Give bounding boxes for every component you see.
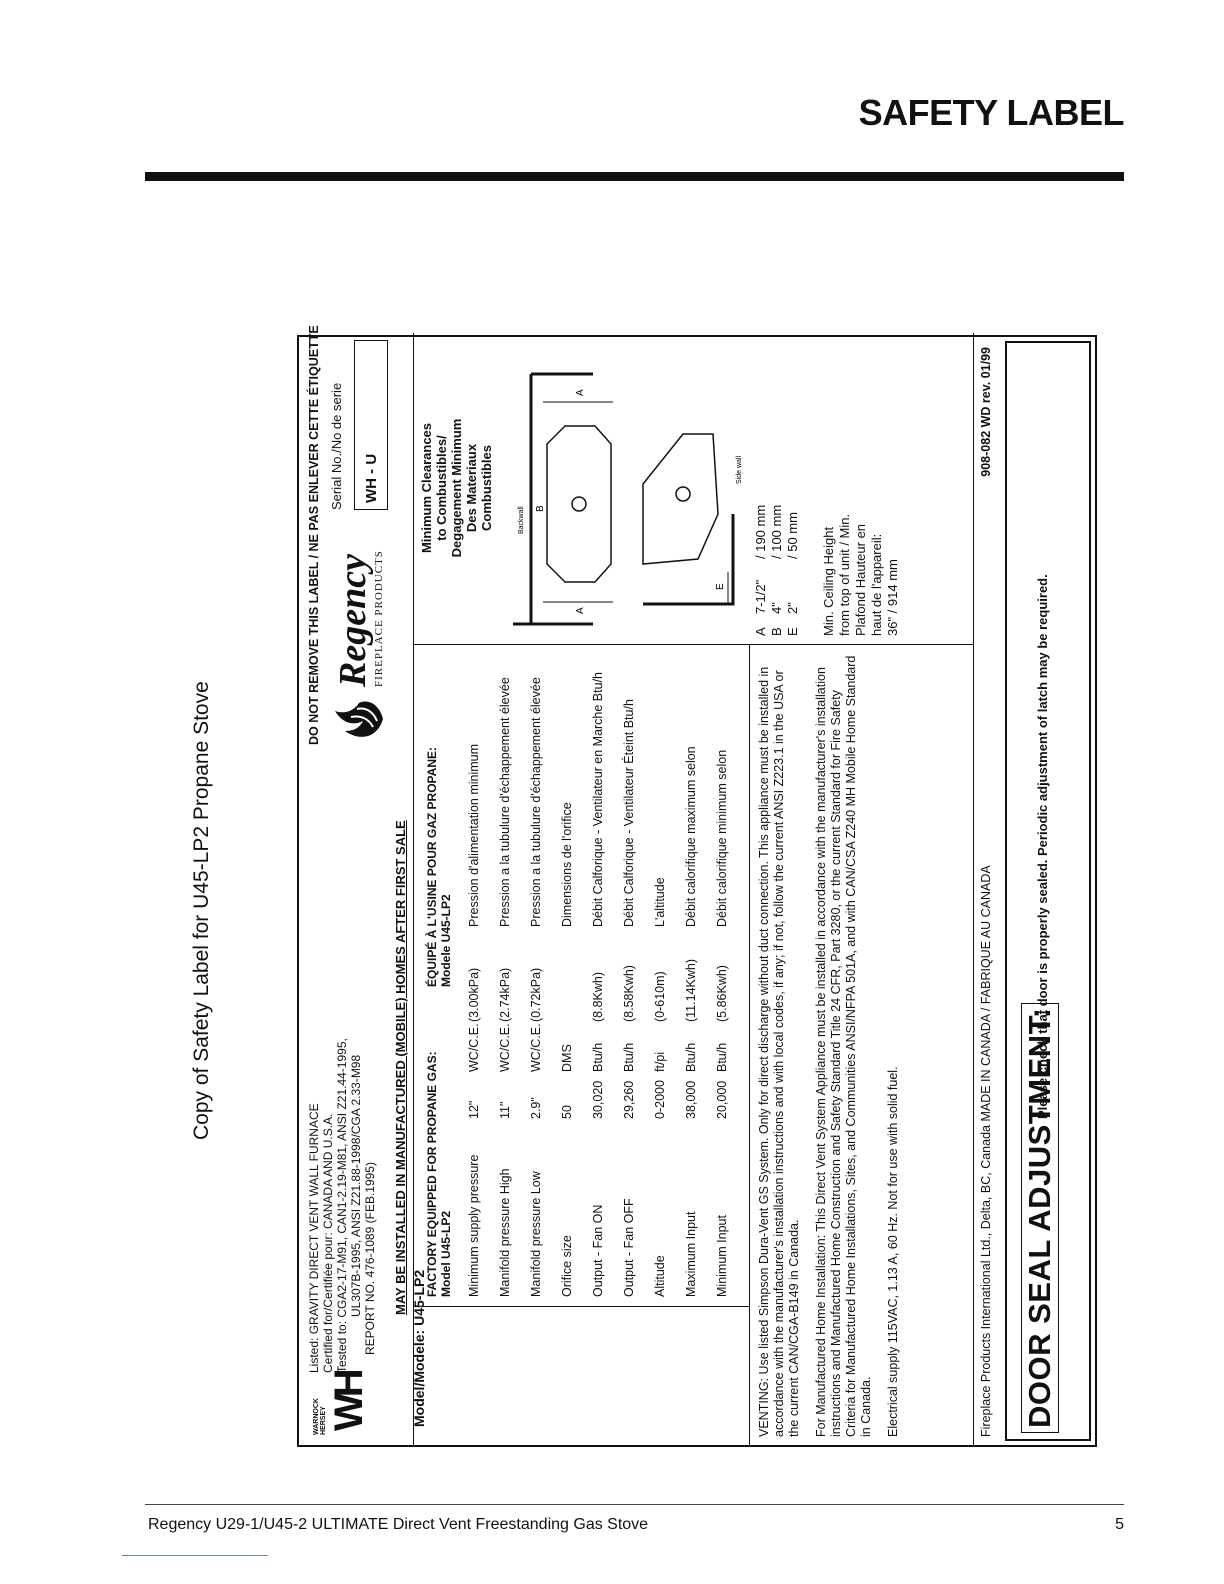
- divider: [413, 1306, 749, 1307]
- safety-label: [297, 325, 1097, 1447]
- door-seal-title: DOOR SEAL ADJUSTMENT:: [1021, 1003, 1059, 1433]
- spec-french: L'altitude: [653, 877, 667, 927]
- electrical-text: Electrical supply 115VAC, 1.13 A, 60 Hz. Not for use with solid fuel.: [886, 1066, 900, 1437]
- clearance-row: B4"/ 100 mm: [769, 504, 784, 636]
- page-title: SAFETY LABEL: [858, 92, 1124, 133]
- manufactured-home-text: For Manufactured Home Installation: This Direct Vent System Appliance must be installed in accordance with the manufacturer's installation instructions and Manufactured Home Construction and Safety Standard Title 24 CFR, Part 3280, or the current Standard for Fire Safety Criteria for Manufactured Home Installations, Sites, and Communities ANSI/NFPA 501A, and with CAN/CSA Z240 MH Mobile Home Standard in Canada.: [814, 655, 873, 1437]
- spec-french: Pression d'alimentation minimum: [467, 743, 481, 927]
- do-not-remove-notice: DO NOT REMOVE THIS LABEL / NE PAS ENLEVER CETTE ÉTIQUETTE: [307, 325, 321, 745]
- regency-name: Regency: [332, 554, 374, 687]
- spec-metric: (2.74kPa): [498, 967, 512, 1022]
- wh-mark-icon: WH: [327, 1372, 371, 1431]
- clearance-row: E2"/ 50 mm: [785, 512, 800, 636]
- clearances-title-line: Minimum Clearances: [419, 422, 434, 554]
- spec-metric: (5.86Kwh): [715, 965, 729, 1022]
- spec-heading-line: Model U45-LP2: [439, 1210, 453, 1297]
- clearance-diagram: [503, 344, 743, 634]
- spec-name: Output - Fan ON: [591, 1204, 605, 1297]
- spec-unit: WC/C.E.: [529, 1023, 543, 1072]
- serial-number-box: WH - U: [354, 340, 388, 510]
- divider: [973, 333, 974, 1445]
- spec-unit: Btu/h: [591, 1042, 605, 1072]
- ceiling-line: 36" / 914 mm: [885, 559, 900, 636]
- ceiling-line: haut de l'appareil:: [869, 533, 884, 636]
- spec-heading-line: Modele U45-LP2: [439, 894, 453, 987]
- installation-notes: [757, 652, 913, 1437]
- warnock-hersey-text: WARNOCK HERSEY: [313, 1398, 327, 1435]
- spec-french: Débit calorifique maximum selon: [684, 746, 698, 927]
- clearances-title-line: Des Materiaux: [464, 443, 479, 533]
- spec-metric: (3.00kPa): [467, 967, 481, 1022]
- clearance-row: A7-1/2"/ 190 mm: [753, 504, 768, 636]
- clearance-values: [753, 505, 801, 636]
- spec-value: 20,000: [715, 1080, 729, 1119]
- spec-value: 12": [467, 1100, 481, 1119]
- spec-heading-fr: [425, 747, 453, 987]
- spec-french: Pression a la tubulure d'échappement élevée: [498, 677, 512, 927]
- spec-name: Output - Fan OFF: [622, 1198, 636, 1297]
- regency-subtitle: FIREPLACE PRODUCTS: [373, 550, 385, 687]
- spec-unit: DMS: [560, 1044, 574, 1072]
- venting-text: VENTING: Use listed Simpson Dura-Vent GS System. Only for direct discharge without duct connection. This appliance must be installed in accordance with the manufacturer's installation instructions and with local codes, if any; if not, follow the current ANSI Z223.1 in the USA or the current CAN/CGA-B149 in Canada.: [757, 666, 801, 1437]
- flame-icon: [333, 693, 385, 745]
- diagram-label-a2: A: [575, 389, 586, 396]
- clearances-title-line: Combustibles: [479, 445, 494, 531]
- back-wall-line: [513, 374, 531, 624]
- spec-metric: (8.8Kwh): [591, 971, 605, 1022]
- mobile-home-notice: MAY BE INSTALLED IN MANUFACTURED (MOBILE) HOMES AFTER FIRST SALE: [393, 820, 408, 1315]
- spec-unit: Btu/h: [622, 1042, 636, 1072]
- clearances-title: [419, 332, 494, 644]
- spec-value: 11": [498, 1101, 512, 1119]
- cert-line: Listed: GRAVITY DIRECT VENT WALL FURNACE: [307, 1103, 321, 1373]
- spec-name: Manifold pressure High: [498, 1168, 512, 1297]
- flue-circle: [676, 487, 690, 501]
- cert-line: Certified for/Certifiée pour: CANADA AND U.S.A.: [321, 1113, 335, 1373]
- spec-name: Orifice size: [560, 1235, 574, 1297]
- clearances-title-line: to Combustibles/: [434, 435, 449, 541]
- spec-value: 30,020: [591, 1080, 605, 1119]
- spec-unit: Btu/h: [684, 1042, 698, 1072]
- spec-value: 0-2000: [653, 1080, 667, 1119]
- regency-logo: [329, 515, 389, 745]
- door-seal-box: [1005, 341, 1091, 1441]
- serial-label: Serial No./No de serie: [329, 382, 344, 510]
- back-wall-label: Backwall: [518, 506, 525, 534]
- spec-value: 29,260: [622, 1080, 636, 1119]
- decorative-line: [122, 1555, 268, 1556]
- diagram-label-b: B: [535, 505, 546, 512]
- spec-heading-line: ÉQUIPÉ À L'USINE POUR GAZ PROPANE:: [425, 747, 439, 987]
- manufacturer-line: Fireplace Products International Ltd., Delta, BC, Canada MADE IN CANADA / FABRIQUE AU CANADA: [979, 865, 993, 1437]
- ceiling-line: from top of unit / Min.: [837, 513, 852, 636]
- spec-unit: WC/C.E.: [498, 1023, 512, 1072]
- footer-title: Regency U29-1/U45-2 ULTIMATE Direct Vent Freestanding Gas Stove: [148, 1516, 649, 1533]
- spec-unit: Btu/h: [715, 1042, 729, 1072]
- corner-wall-line: [643, 514, 733, 604]
- spec-value: 50: [560, 1105, 574, 1119]
- cert-line: REPORT NO. 476-1089 (FEB.1995): [363, 1162, 377, 1355]
- spec-metric: (11.14Kwh): [684, 959, 698, 1022]
- spec-unit: ft/pi: [653, 1051, 667, 1072]
- model-label: Model/Modele: U45-LP2: [411, 1269, 427, 1427]
- spec-value: 2.9": [529, 1097, 543, 1119]
- spec-name: Manifold pressure Low: [529, 1171, 543, 1297]
- spec-french: Dimensions de l'orifice: [560, 802, 574, 927]
- part-number: 908-082 WD rev. 01/99: [979, 347, 993, 477]
- specifications: [419, 645, 749, 1305]
- clearances-title-line: Degagement Minimum: [449, 418, 464, 558]
- safety-label-rotated: [297, 325, 1097, 1447]
- diagram-label-a: A: [575, 607, 586, 614]
- spec-heading-line: FACTORY EQUIPPED FOR PROPANE GAS:: [425, 1051, 439, 1297]
- page-number: 5: [1115, 1516, 1124, 1533]
- spec-french: Pression a la tubulure d'échappement élevée: [529, 677, 543, 927]
- ceiling-height: [821, 336, 901, 636]
- spec-unit: WC/C.E.: [467, 1023, 481, 1072]
- door-seal-text: Please check that door is properly sealed. Periodic adjustment of latch may be required.: [1035, 574, 1050, 1119]
- spec-french: Débit Calforique - Ventilateur en Marche Btu/h: [591, 672, 605, 927]
- spec-name: Minimum supply pressure: [467, 1154, 481, 1297]
- spec-metric: (8.58Kwh): [622, 965, 636, 1022]
- spec-name: Maximum Input: [684, 1211, 698, 1297]
- cert-line: UL307B-1995, ANSI Z21.88-1998/CGA 2.33-M98: [349, 1054, 363, 1317]
- title-rule: [145, 172, 1124, 181]
- side-wall-label: Side wall: [736, 455, 743, 484]
- spec-french: Débit calorifique minimum selon: [715, 749, 729, 927]
- warnock-hersey-logo: [307, 1372, 412, 1439]
- diagram-label-e: E: [715, 583, 726, 590]
- stove-outline: [547, 426, 611, 582]
- spec-name: Altitude: [653, 1255, 667, 1297]
- footer-rule: [145, 1504, 1124, 1505]
- cert-line: Tested to: CGA2-17-M91, CAN1-2.19-M81, ANSI Z21.44-1995,: [335, 1038, 349, 1373]
- ceiling-line: Plafond Hauteur en: [853, 523, 868, 636]
- spec-metric: (0-610m): [653, 971, 667, 1022]
- stove-corner-outline: [643, 434, 718, 564]
- spec-value: 38,000: [684, 1080, 698, 1119]
- spec-french: Débit Calforique - Ventilateur Éteint Btu/h: [622, 699, 636, 927]
- ceiling-line: Min. Ceiling Height: [821, 526, 836, 636]
- spec-heading-en: [425, 1051, 453, 1297]
- divider: [749, 645, 750, 1445]
- label-caption: Copy of Safety Label for U45-LP2 Propane Stove: [190, 681, 213, 1140]
- spec-metric: (0.72kPa): [529, 967, 543, 1022]
- flue-circle: [572, 497, 586, 511]
- spec-name: Minimum Input: [715, 1215, 729, 1297]
- certification-block: [307, 813, 377, 1373]
- clearances-panel: [413, 332, 973, 645]
